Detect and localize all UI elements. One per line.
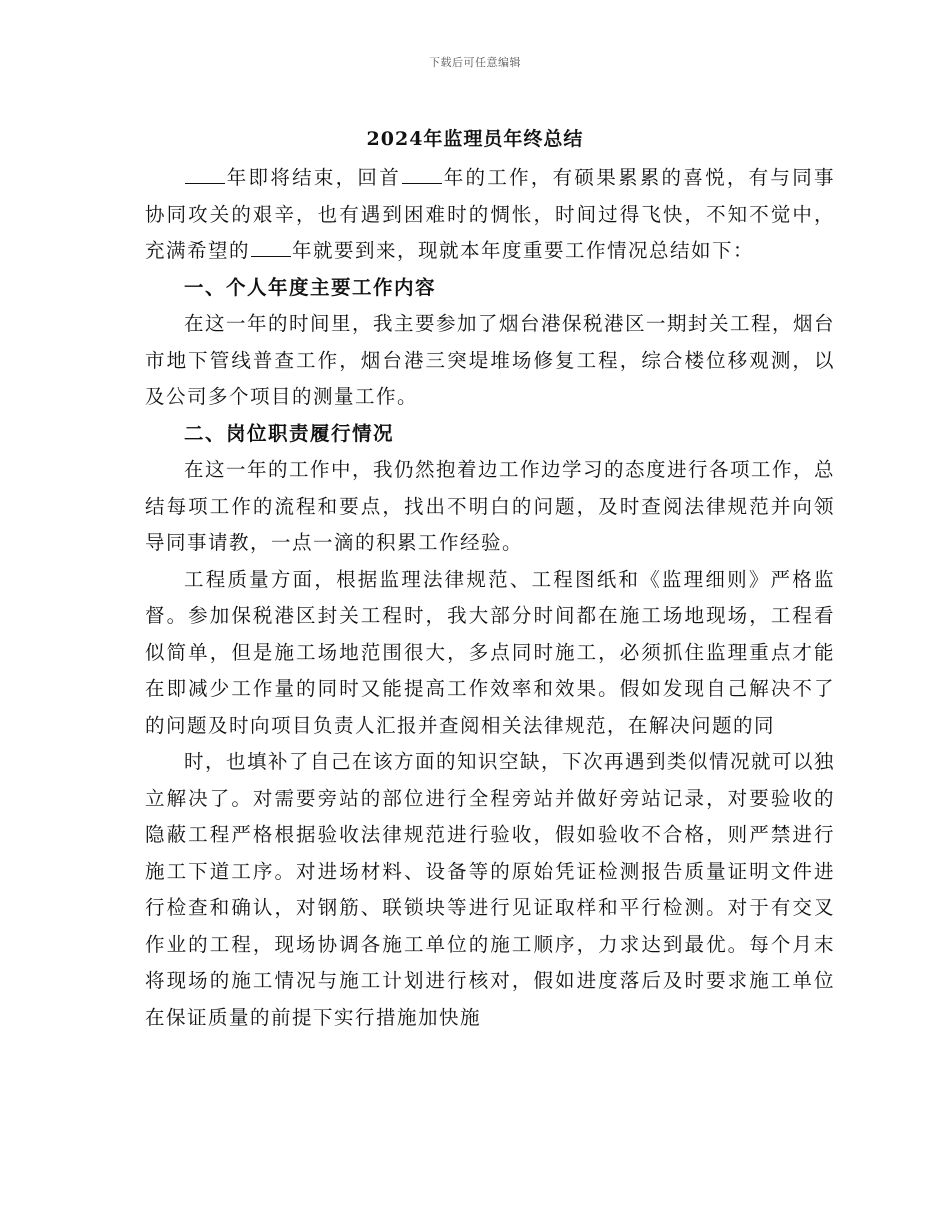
fill-blank: [402, 165, 442, 184]
intro-text-2: 年的工作，有硕果累累的喜悦，有与同事协同攻关的艰辛，也有遇到困难时的惆怅，时间过得飞快，不知不觉中，充满希望的: [145, 166, 835, 262]
fill-blank: [251, 238, 291, 257]
document-title: 2024年监理员年终总结: [366, 128, 584, 150]
section2-paragraph-2: 工程质量方面，根据监理法律规范、工程图纸和《监理细则》严格监督。参加保税港区封关工程时，我大部分时间都在施工场地现场，工程看似简单，但是施工场地范围很大，多点同时施工，必须抓住监理重点才能在即减少工作量的同时又能提高工作效率和效果。假如发现自己解决不了的问题及时向项目负责人汇报并查阅相关法律规范，在解决问题的同: [145, 567, 835, 737]
section1-heading: 一、个人年度主要工作内容: [184, 275, 437, 299]
section2-paragraph-1: 在这一年的工作中，我仍然抱着边工作边学习的态度进行各项工作，总结每项工作的流程和要点，找出不明白的问题，及时查阅法律规范并向领导同事请教，一点一滴的积累工作经验。: [145, 458, 836, 554]
document-body: [145, 160, 835, 1036]
intro-text-3: 年就要到来，现就本年度重要工作情况总结如下：: [292, 239, 755, 262]
section2-heading: 二、岗位职责履行情况: [184, 421, 395, 445]
fill-blank: [185, 165, 225, 184]
intro-text-1: 年即将结束，回首: [226, 166, 401, 189]
intro-paragraph: [145, 160, 835, 270]
section2-paragraph-3: 时，也填补了自己在该方面的知识空缺，下次再遇到类似情况就可以独立解决了。对需要旁站的部位进行全程旁站并做好旁站记录，对要验收的隐蔽工程严格根据验收法律规范进行验收，假如验收不合格，则严禁进行施工下道工序。对进场材料、设备等的原始凭证检测报告质量证明文件进行检查和确认，对钢筋、联锁块等进行见证取样和平行检测。对于有交叉作业的工程，现场协调各施工单位的施工顺序，力求达到最优。每个月末将现场的施工情况与施工计划进行核对，假如进度落后及时要求施工单位在保证质量的前提下实行措施加快施: [145, 750, 836, 1029]
section1-paragraph: 在这一年的时间里，我主要参加了烟台港保税港区一期封关工程，烟台市地下管线普查工作，烟台港三突堤堆场修复工程，综合楼位移观测，以及公司多个项目的测量工作。: [145, 312, 836, 408]
header-note: 下载后可任意编辑: [429, 56, 521, 69]
